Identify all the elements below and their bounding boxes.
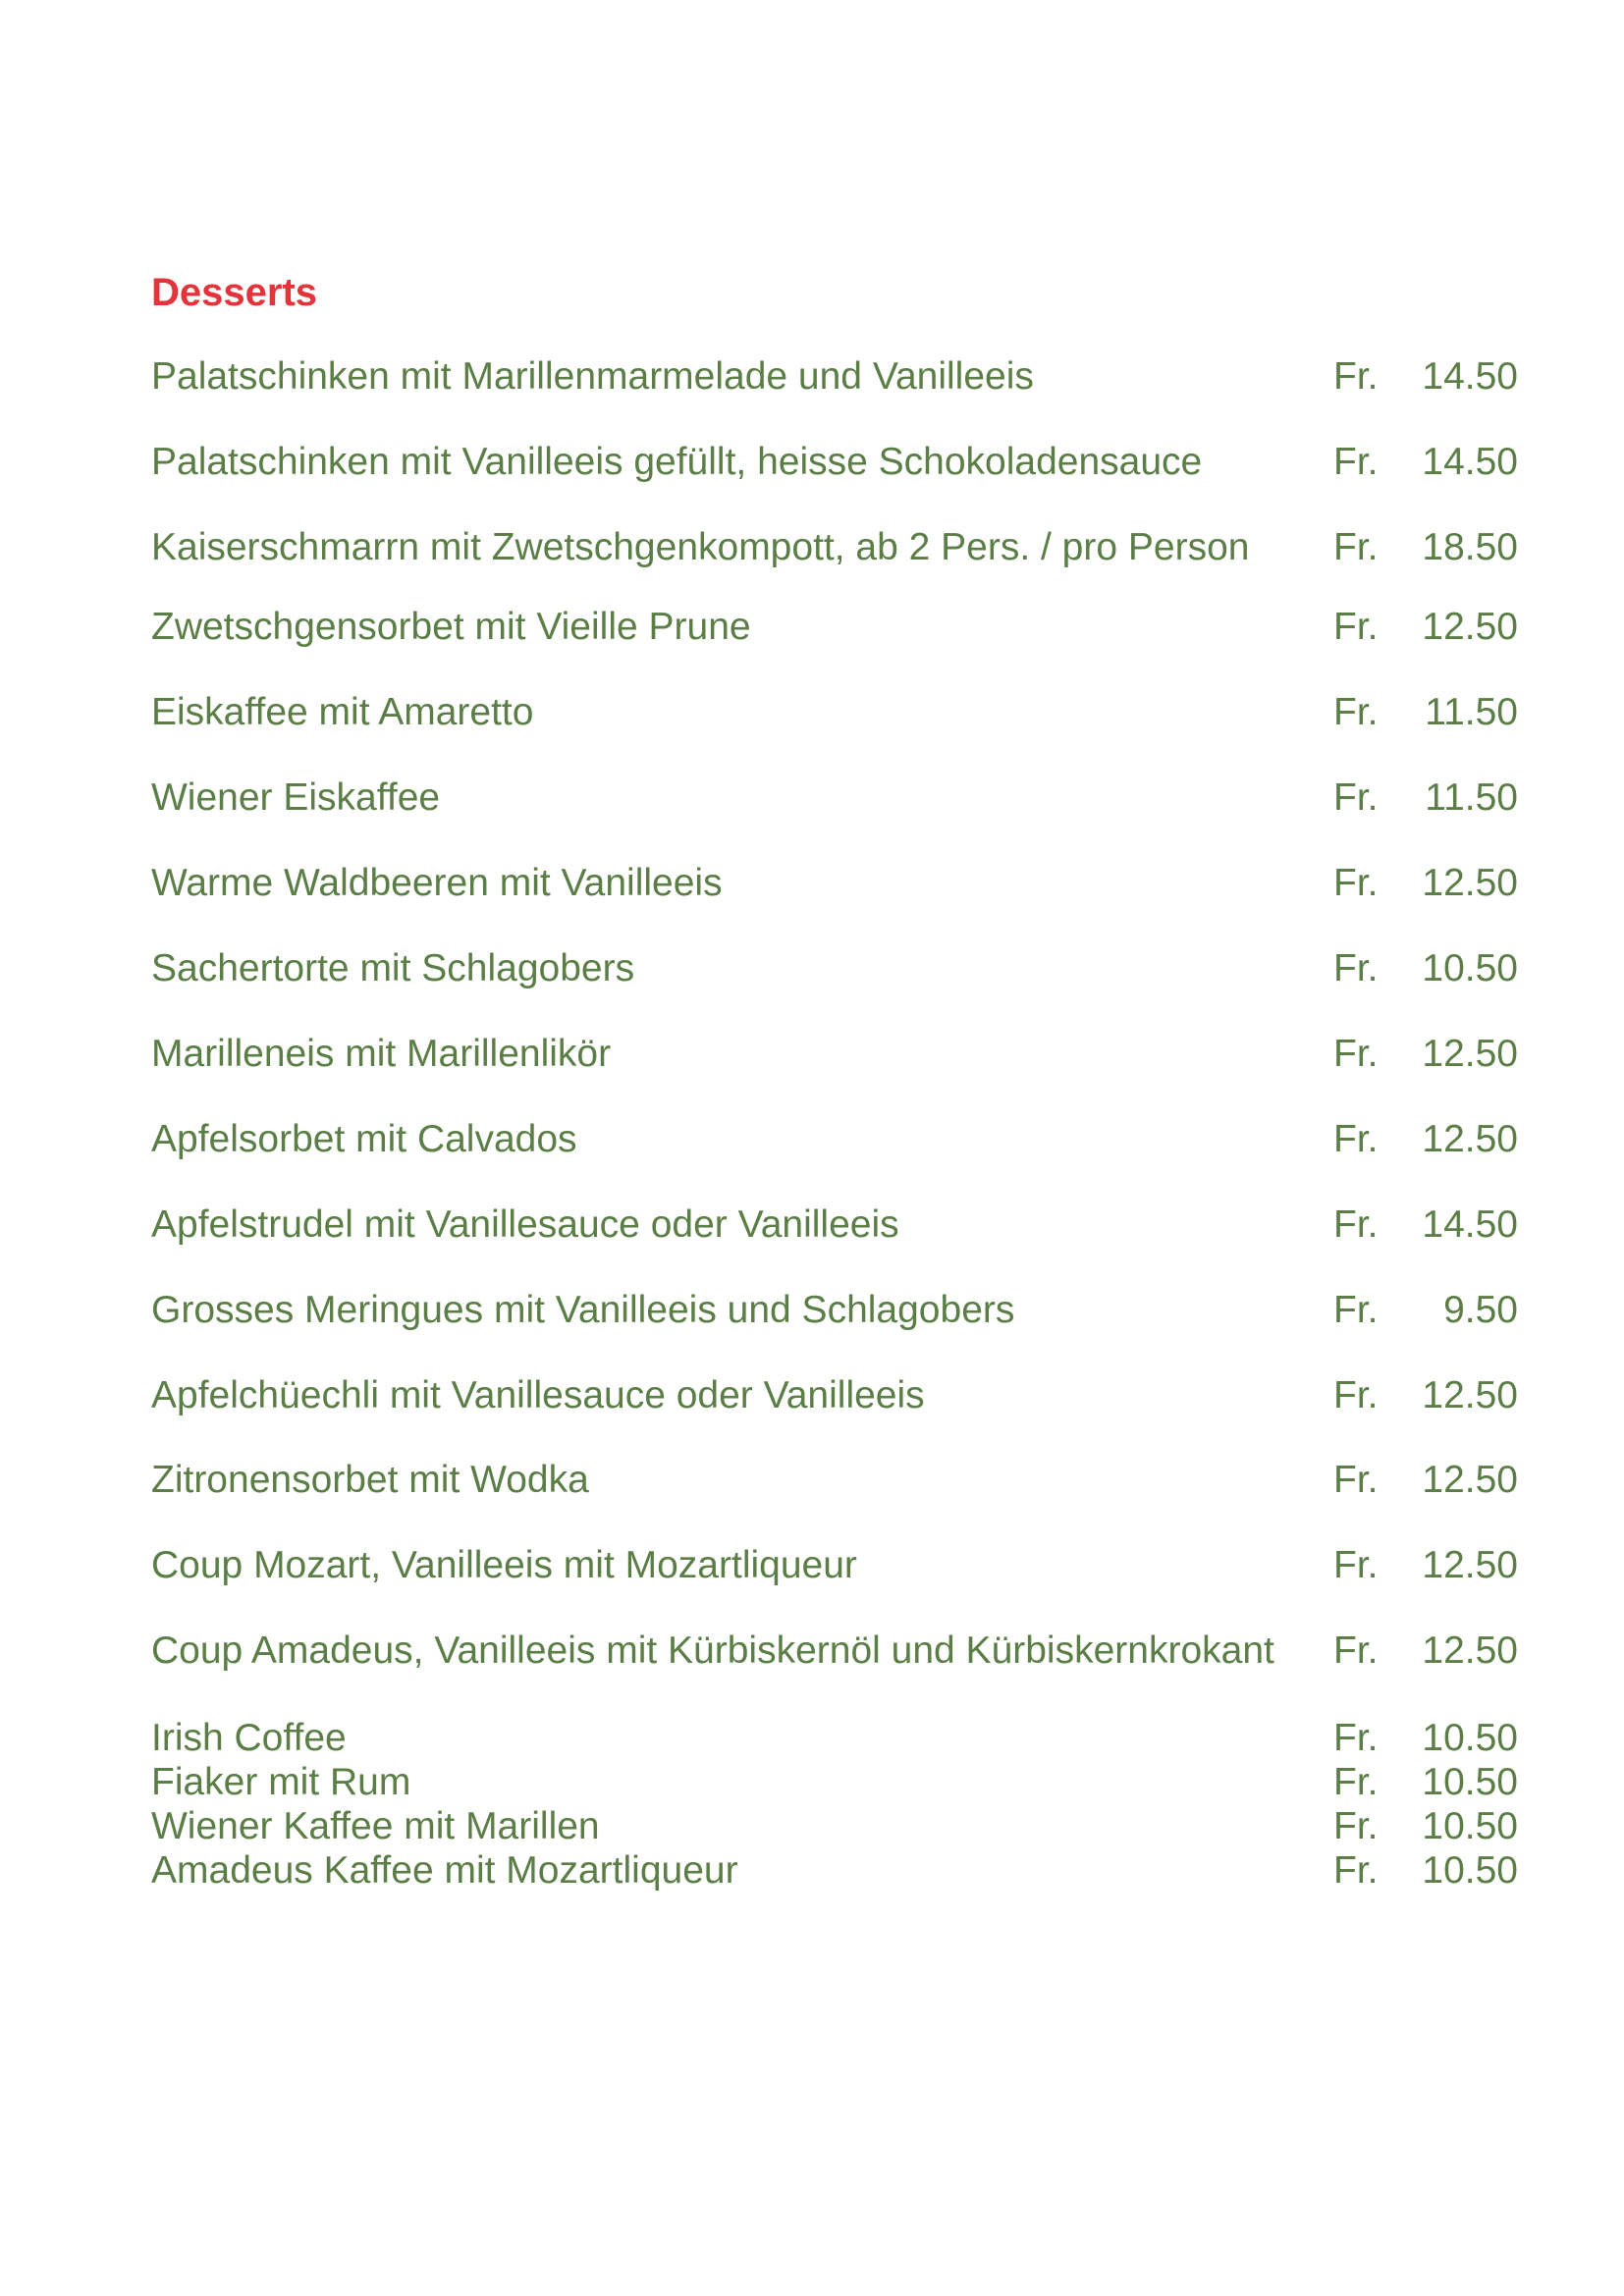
item-price: 12.50 — [1422, 1544, 1518, 1586]
menu-title: Desserts — [151, 271, 318, 314]
item-name: Wiener Eiskaffee — [151, 776, 441, 819]
item-currency: Fr. — [1333, 1629, 1379, 1672]
item-name: Marilleneis mit Marillenlikör — [151, 1033, 612, 1075]
item-price: 12.50 — [1422, 1118, 1518, 1160]
item-currency: Fr. — [1333, 355, 1379, 398]
item-price: 10.50 — [1422, 1849, 1518, 1892]
menu-item — [151, 945, 1518, 992]
item-name: Sachertorte mit Schlagobers — [151, 947, 635, 989]
menu-item — [151, 1542, 1518, 1589]
item-currency: Fr. — [1333, 1374, 1379, 1416]
menu-item — [151, 353, 1518, 400]
menu-item — [151, 439, 1518, 486]
item-name: Coup Amadeus, Vanilleeis mit Kürbiskernöl und Kürbiskernkrokant — [151, 1629, 1274, 1672]
item-currency: Fr. — [1333, 947, 1379, 989]
item-currency: Fr. — [1333, 1033, 1379, 1075]
menu-item — [151, 1628, 1518, 1675]
coffee-item — [151, 1803, 1518, 1850]
menu-item — [151, 1457, 1518, 1504]
item-price: 12.50 — [1422, 1033, 1518, 1075]
item-price: 14.50 — [1422, 355, 1518, 398]
item-name: Apfelstrudel mit Vanillesauce oder Vanilleeis — [151, 1203, 899, 1246]
item-name: Zitronensorbet mit Wodka — [151, 1459, 589, 1501]
item-currency: Fr. — [1333, 1289, 1379, 1331]
item-price: 11.50 — [1425, 691, 1518, 733]
item-price: 18.50 — [1422, 526, 1518, 568]
menu-item — [151, 1031, 1518, 1078]
menu-item — [151, 604, 1518, 651]
item-currency: Fr. — [1333, 1544, 1379, 1586]
item-currency: Fr. — [1333, 776, 1379, 819]
item-name: Coup Mozart, Vanilleeis mit Mozartliqueur — [151, 1544, 857, 1586]
item-currency: Fr. — [1333, 862, 1379, 904]
item-name: Warme Waldbeeren mit Vanilleeis — [151, 862, 723, 904]
item-name: Amadeus Kaffee mit Mozartliqueur — [151, 1849, 738, 1892]
coffee-item — [151, 1847, 1518, 1895]
item-name: Wiener Kaffee mit Marillen — [151, 1805, 600, 1847]
item-price: 12.50 — [1422, 606, 1518, 648]
menu-item — [151, 1116, 1518, 1163]
item-name: Apfelchüechli mit Vanillesauce oder Vanilleeis — [151, 1374, 925, 1416]
menu-item — [151, 689, 1518, 736]
item-currency: Fr. — [1333, 1459, 1379, 1501]
item-currency: Fr. — [1333, 1761, 1379, 1803]
item-name: Irish Coffee — [151, 1717, 347, 1759]
item-name: Zwetschgensorbet mit Vieille Prune — [151, 606, 751, 648]
item-currency: Fr. — [1333, 441, 1379, 483]
item-price: 10.50 — [1422, 1717, 1518, 1759]
item-price: 12.50 — [1422, 1374, 1518, 1416]
item-price: 14.50 — [1422, 1203, 1518, 1246]
item-name: Apfelsorbet mit Calvados — [151, 1118, 577, 1160]
item-price: 10.50 — [1422, 947, 1518, 989]
item-price: 9.50 — [1443, 1289, 1518, 1331]
menu-item — [151, 860, 1518, 907]
item-currency: Fr. — [1333, 1118, 1379, 1160]
item-price: 12.50 — [1422, 1629, 1518, 1672]
item-name: Eiskaffee mit Amaretto — [151, 691, 534, 733]
menu-item — [151, 1372, 1518, 1419]
item-currency: Fr. — [1333, 526, 1379, 568]
item-currency: Fr. — [1333, 1203, 1379, 1246]
item-name: Grosses Meringues mit Vanilleeis und Schlagobers — [151, 1289, 1015, 1331]
item-name: Palatschinken mit Vanilleeis gefüllt, heisse Schokoladensauce — [151, 441, 1203, 483]
item-price: 11.50 — [1425, 776, 1518, 819]
item-currency: Fr. — [1333, 1717, 1379, 1759]
item-price: 10.50 — [1422, 1761, 1518, 1803]
item-price: 12.50 — [1422, 862, 1518, 904]
item-price: 12.50 — [1422, 1459, 1518, 1501]
item-currency: Fr. — [1333, 1849, 1379, 1892]
item-name: Kaiserschmarrn mit Zwetschgenkompott, ab 2 Pers. / pro Person — [151, 526, 1250, 568]
coffee-item — [151, 1715, 1518, 1762]
menu-item — [151, 1201, 1518, 1249]
item-name: Fiaker mit Rum — [151, 1761, 411, 1803]
item-currency: Fr. — [1333, 691, 1379, 733]
coffee-item — [151, 1759, 1518, 1806]
menu-item — [151, 524, 1518, 571]
item-name: Palatschinken mit Marillenmarmelade und Vanilleeis — [151, 355, 1034, 398]
item-currency: Fr. — [1333, 1805, 1379, 1847]
item-currency: Fr. — [1333, 606, 1379, 648]
menu-item — [151, 1287, 1518, 1334]
item-price: 14.50 — [1422, 441, 1518, 483]
menu-item — [151, 774, 1518, 822]
item-price: 10.50 — [1422, 1805, 1518, 1847]
